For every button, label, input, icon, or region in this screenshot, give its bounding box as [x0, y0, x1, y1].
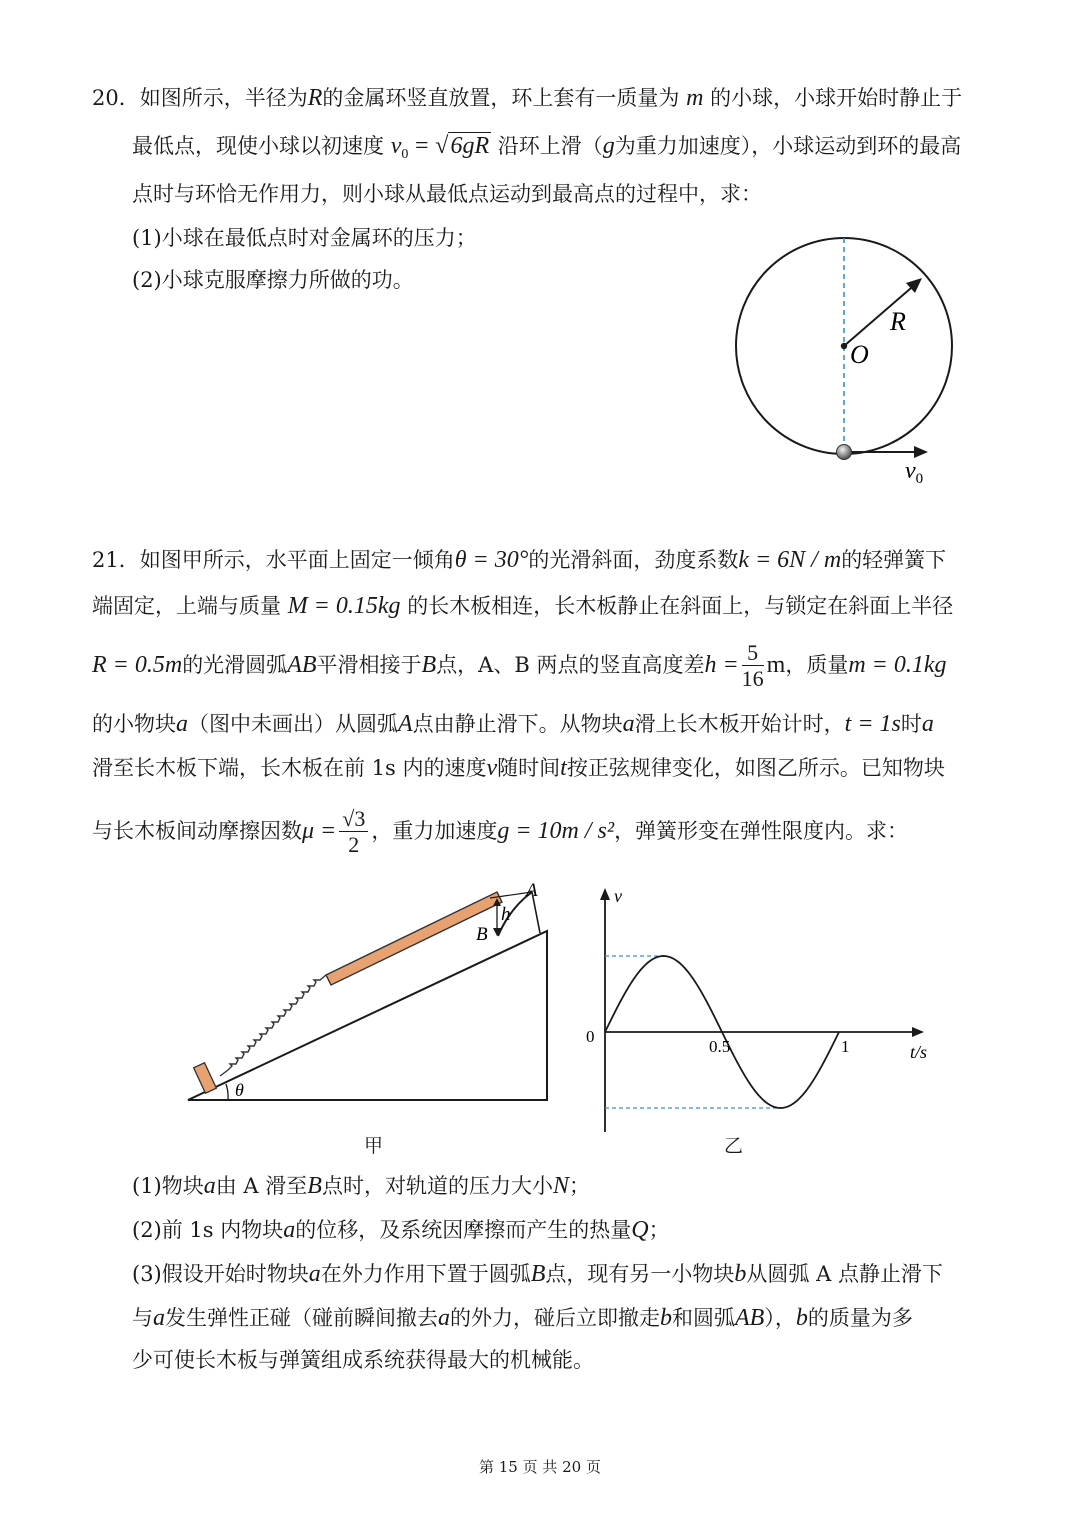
- q21-text: 的质量为多: [807, 1306, 913, 1330]
- q20-sub-2: (2)小球克服摩擦力所做的功。: [132, 268, 414, 292]
- math-B: B: [307, 1173, 322, 1199]
- math-N: N: [552, 1173, 569, 1199]
- q21-text: 和圆弧: [672, 1306, 735, 1330]
- math-t: t: [560, 755, 567, 781]
- q21-text: 的光滑斜面，劲度系数: [528, 548, 739, 572]
- tick-label-1: 1: [841, 1037, 850, 1056]
- x-axis-arrow: [912, 1027, 924, 1037]
- small-ball: [837, 445, 852, 460]
- caption-yi: 乙: [724, 1135, 744, 1157]
- math-m: m: [686, 85, 704, 111]
- math-a: a: [622, 711, 635, 737]
- q21-text: 由 A 滑至: [215, 1174, 308, 1198]
- q21-text: ），: [764, 1306, 796, 1330]
- page-footer: 第 15 页 共 20 页: [478, 1458, 601, 1476]
- q21-text: 点，A、B 两点的竖直高度差: [436, 653, 705, 677]
- q21-sub-3-line-2: [132, 1304, 913, 1332]
- math-radicand: 6gR: [450, 133, 490, 159]
- radius-arrow: [844, 282, 918, 346]
- q21-text: 的光滑圆弧: [182, 653, 288, 677]
- q21-text: ；: [648, 1218, 670, 1242]
- axis-label-t: t/s: [910, 1042, 928, 1062]
- y-axis-arrow: [600, 888, 610, 900]
- q21-text: (3)假设开始时物块: [132, 1262, 309, 1286]
- q21-text: (1)物块: [132, 1174, 204, 1198]
- axis-label-v: v: [614, 886, 622, 906]
- q21-text: 随时间: [497, 756, 561, 780]
- math-theta: θ = 30°: [454, 547, 529, 573]
- q21-line-3: [92, 640, 947, 692]
- math-sub-0: 0: [401, 147, 409, 163]
- q21-text: 的外力，碰后立即撤走: [450, 1306, 660, 1330]
- label-v0: [905, 458, 923, 487]
- q21-text: 点时，对轨道的压力大小: [321, 1174, 553, 1198]
- label-A: A: [526, 880, 538, 901]
- q21-line-4: [92, 710, 934, 738]
- tick-label-0.5: 0.5: [709, 1037, 731, 1056]
- q20-figure-circle: [720, 225, 980, 495]
- q21-text: 滑上长木板开始计时，: [634, 712, 845, 736]
- q21-line-6: [92, 806, 908, 858]
- q21-text: 点由静止滑下。从物块: [412, 712, 623, 736]
- q21-text: ，质量: [785, 653, 849, 677]
- q20-sub-1: (1)小球在最低点时对金属环的压力；: [132, 226, 477, 250]
- math-t: t = 1s: [844, 711, 901, 737]
- label-v: v: [905, 458, 916, 484]
- q21-text: 按正弦规律变化，如图乙所示。已知物块: [566, 756, 945, 780]
- frac-num: 5: [742, 641, 764, 666]
- math-eq: =: [415, 133, 429, 159]
- math-b: b: [795, 1305, 808, 1331]
- origin-label: 0: [586, 1027, 595, 1046]
- math-sqrt: √6gR: [435, 133, 490, 159]
- math-b: b: [734, 1261, 747, 1287]
- q21-text: 与: [132, 1306, 153, 1330]
- q21-text: 的小物块: [92, 712, 176, 736]
- math-k: k = 6N / m: [738, 547, 842, 573]
- q21-text: 发生弹性正碰（碰前瞬间撤去: [165, 1306, 438, 1330]
- q20-text: 沿环上滑（: [497, 134, 603, 158]
- label-v-sub: 0: [915, 471, 924, 487]
- math-a: a: [308, 1261, 321, 1287]
- q21-text: 平滑相接于: [316, 653, 422, 677]
- label-B: B: [476, 924, 488, 945]
- q21-line-5: [92, 754, 945, 782]
- q20-text: 最低点，现使小球以初速度: [132, 134, 384, 158]
- math-a: a: [438, 1305, 450, 1331]
- label-h: h: [501, 904, 511, 925]
- q21-sub-1: [132, 1172, 590, 1200]
- q21-text: ，重力加速度: [371, 819, 498, 843]
- q21-text: (2)前 1s 内物块: [132, 1218, 284, 1242]
- q21-figure-vt-chart: [580, 880, 940, 1140]
- velocity-arrowhead: [914, 446, 928, 458]
- math-mu: μ =: [302, 818, 337, 844]
- q20-text: 20．如图所示，半径为: [92, 86, 308, 110]
- q20-text: 的小球，小球开始时静止于: [710, 86, 963, 110]
- math-m: m = 0.1kg: [848, 652, 947, 678]
- q21-text: 端固定，上端与质量: [92, 594, 281, 618]
- q21-sub-3-line-3: 少可使长木板与弹簧组成系统获得最大的机械能。: [132, 1348, 594, 1372]
- q21-text: 从圆弧 A 点静止滑下: [746, 1262, 943, 1286]
- math-a: a: [153, 1305, 165, 1331]
- math-a: a: [203, 1173, 216, 1199]
- q21-text: ；: [568, 1174, 590, 1198]
- spring-stop: [194, 1063, 217, 1093]
- caption-jia: 甲: [364, 1135, 384, 1157]
- math-R: R: [307, 85, 323, 111]
- center-dot: [841, 343, 847, 349]
- math-b: b: [660, 1305, 672, 1331]
- q21-figure-incline: [180, 878, 560, 1108]
- math-v: v: [390, 133, 402, 159]
- q20-line-1: [92, 84, 962, 112]
- q21-text: 的轻弹簧下: [841, 548, 947, 572]
- q21-sub-2: [132, 1216, 670, 1244]
- math-unit-m: m: [766, 652, 786, 678]
- q20-text: 为重力加速度），小球运动到环的最高: [614, 134, 962, 158]
- q21-text: 的位移，及系统因摩擦而产生的热量: [295, 1218, 632, 1242]
- label-theta: θ: [235, 1080, 244, 1100]
- math-M: M = 0.15kg: [287, 593, 401, 619]
- math-a: a: [283, 1217, 296, 1243]
- q21-text: 21．如图甲所示，水平面上固定一倾角: [92, 548, 455, 572]
- q21-text: 的长木板相连，长木板静止在斜面上，与锁定在斜面上半径: [407, 594, 954, 618]
- math-A: A: [398, 711, 413, 737]
- math-R: R = 0.5m: [92, 652, 183, 678]
- q21-text: 时: [900, 712, 922, 736]
- q20-text: 的金属环竖直放置，环上套有一质量为: [322, 86, 680, 110]
- q20-line-2: [132, 132, 961, 169]
- label-R: R: [890, 307, 906, 336]
- q21-text: ，弹簧形变在弹性限度内。求：: [614, 819, 909, 843]
- q21-text: 滑至长木板下端，长木板在前 1s 内的速度: [92, 756, 487, 780]
- math-h: h =: [704, 652, 739, 678]
- math-AB: AB: [287, 652, 317, 678]
- q20-line-3: 点时与环恰无作用力，则小球从最低点运动到最高点的过程中，求：: [132, 182, 762, 206]
- q21-text: （图中未画出）从圆弧: [188, 712, 398, 736]
- q21-text: 点，现有另一小物块: [545, 1262, 735, 1286]
- frac-den: 2: [348, 832, 360, 857]
- math-B: B: [421, 652, 437, 678]
- math-Q: Q: [631, 1217, 649, 1243]
- q21-text: 在外力作用下置于圆弧: [320, 1262, 531, 1286]
- fraction-sqrt3-2: [339, 807, 368, 858]
- math-a: a: [921, 711, 934, 737]
- label-O: O: [850, 340, 869, 369]
- q21-line-1: [92, 546, 946, 574]
- math-B: B: [530, 1261, 546, 1287]
- q21-sub-3-line-1: [132, 1260, 943, 1288]
- q21-text: 与长木板间动摩擦因数: [92, 819, 302, 843]
- fraction-5-16: [742, 641, 764, 692]
- q21-line-2: [92, 592, 953, 620]
- frac-num: √3: [339, 807, 368, 832]
- math-AB: AB: [735, 1305, 765, 1331]
- math-a: a: [176, 711, 188, 737]
- math-g: g = 10m / s²: [497, 818, 615, 844]
- theta-arc: [226, 1084, 228, 1100]
- frac-den: 16: [741, 666, 764, 691]
- math-v: v: [486, 755, 498, 781]
- math-g: g: [602, 133, 615, 159]
